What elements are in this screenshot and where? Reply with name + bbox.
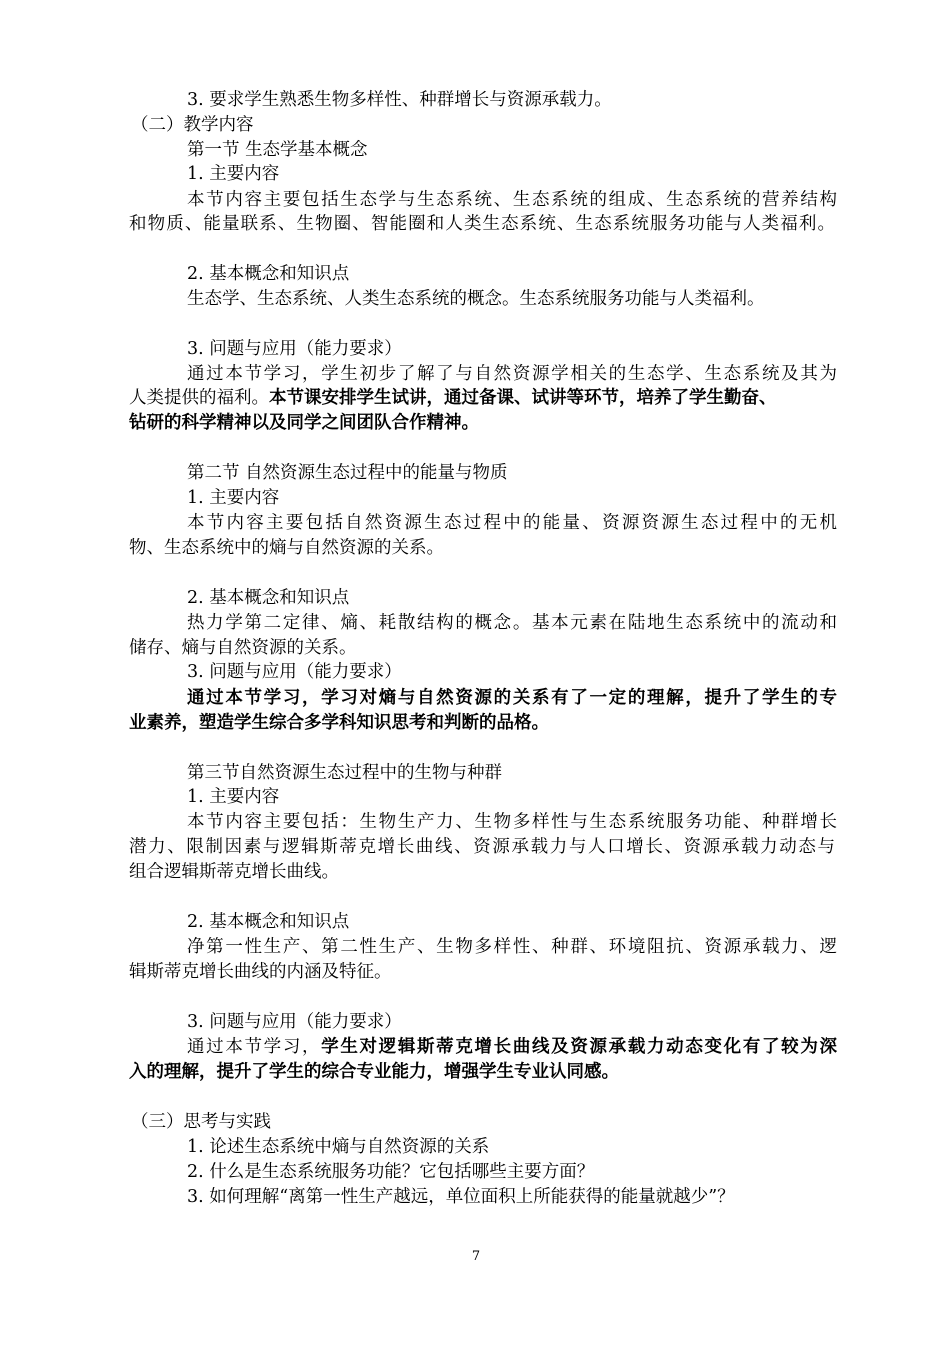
chapter-1-application-line-2-bold: 本节课安排学生试讲，通过备课、试讲等环节，培养了学生勤奋、 <box>269 388 777 408</box>
chapter-3-title: 第三节自然资源生态过程中的生物与种群 <box>187 763 502 783</box>
question-2: 2. 什么是生态系统服务功能？它包括哪些主要方面？ <box>187 1162 595 1182</box>
chapter-2-concepts-line-1: 热力学第二定律、熵、耗散结构的概念。基本元素在陆地生态系统中的流动和 <box>187 613 837 633</box>
objective-item-3: 3. 要求学生熟悉生物多样性、种群增长与资源承载力。 <box>187 90 612 110</box>
chapter-3-main-content-heading: 1. 主要内容 <box>187 787 280 807</box>
chapter-1-application-line-1: 通过本节学习，学生初步了解了与自然资源学相关的生态学、生态系统及其为 <box>187 364 837 384</box>
chapter-3-concepts-line-2: 辑斯蒂克增长曲线的内涵及特征。 <box>129 962 392 982</box>
section-heading-teaching-content: （二）教学内容 <box>131 115 254 135</box>
question-1: 1. 论述生态系统中熵与自然资源的关系 <box>187 1137 490 1157</box>
chapter-2-concepts-heading: 2. 基本概念和知识点 <box>187 588 350 608</box>
chapter-1-main-content-line-1: 本节内容主要包括生态学与生态系统、生态系统的组成、生态系统的营养结构 <box>187 190 837 210</box>
chapter-3-main-content-line-2: 潜力、限制因素与逻辑斯蒂克增长曲线、资源承载力与人口增长、资源承载力动态与 <box>129 837 835 857</box>
page-number: 7 <box>471 1249 481 1264</box>
chapter-2-main-content-heading: 1. 主要内容 <box>187 488 280 508</box>
chapter-1-concepts-heading: 2. 基本概念和知识点 <box>187 264 350 284</box>
chapter-3-application-line-2: 入的理解，提升了学生的综合专业能力，增强学生专业认同感。 <box>129 1062 619 1082</box>
chapter-1-application-line-2 <box>129 386 777 410</box>
section-heading-thinking-practice: （三）思考与实践 <box>131 1112 271 1132</box>
chapter-2-application-heading: 3. 问题与应用（能力要求） <box>187 662 402 682</box>
chapter-1-main-content-line-2: 和物质、能量联系、生物圈、智能圈和人类生态系统、生态系统服务功能与人类福利。 <box>129 214 835 234</box>
chapter-2-main-content-line-1: 本节内容主要包括自然资源生态过程中的能量、资源资源生态过程中的无机 <box>187 513 837 533</box>
chapter-1-main-content-heading: 1. 主要内容 <box>187 164 280 184</box>
chapter-1-application-heading: 3. 问题与应用（能力要求） <box>187 339 402 359</box>
chapter-1-title: 第一节 生态学基本概念 <box>187 140 368 160</box>
chapter-2-application-line-2: 业素养，塑造学生综合多学科知识思考和判断的品格。 <box>129 713 549 733</box>
chapter-3-concepts-line-1: 净第一性生产、第二性生产、生物多样性、种群、环境阻抗、资源承载力、逻 <box>187 937 837 957</box>
chapter-2-application-line-1: 通过本节学习，学习对熵与自然资源的关系有了一定的理解，提升了学生的专 <box>187 688 837 708</box>
chapter-3-application-line-1-plain: 通过本节学习， <box>187 1037 322 1057</box>
chapter-2-concepts-line-2: 储存、熵与自然资源的关系。 <box>129 638 357 658</box>
chapter-3-main-content-line-3: 组合逻辑斯蒂克增长曲线。 <box>129 862 339 882</box>
chapter-1-application-line-3: 钻研的科学精神以及同学之间团队合作精神。 <box>129 413 479 433</box>
question-3: 3. 如何理解“离第一性生产越远，单位面积上所能获得的能量就越少”？ <box>187 1187 735 1207</box>
chapter-3-application-line-1 <box>187 1035 837 1059</box>
chapter-1-concepts-text: 生态学、生态系统、人类生态系统的概念。生态系统服务功能与人类福利。 <box>187 289 765 309</box>
chapter-3-application-line-1-bold: 学生对逻辑斯蒂克增长曲线及资源承载力动态变化有了较为深 <box>321 1037 838 1057</box>
chapter-2-main-content-line-2: 物、生态系统中的熵与自然资源的关系。 <box>129 538 444 558</box>
chapter-3-main-content-line-1: 本节内容主要包括：生物生产力、生物多样性与生态系统服务功能、种群增长 <box>187 812 837 832</box>
chapter-3-concepts-heading: 2. 基本概念和知识点 <box>187 912 350 932</box>
chapter-3-application-heading: 3. 问题与应用（能力要求） <box>187 1012 402 1032</box>
chapter-2-title: 第二节 自然资源生态过程中的能量与物质 <box>187 463 508 483</box>
chapter-1-application-line-2-plain: 人类提供的福利。 <box>129 388 269 408</box>
